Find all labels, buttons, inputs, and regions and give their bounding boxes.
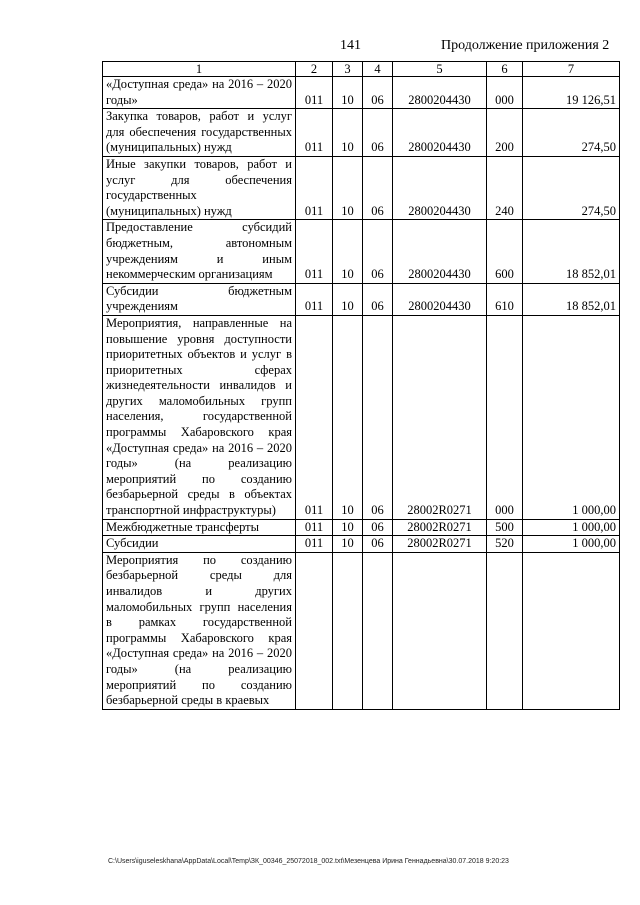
row-name: Иные закупки товаров, работ и услуг для обеспечения государственных (муниципальных) нужд [103,156,296,219]
cell-target-article: 2800204430 [393,156,487,219]
row-name: «Доступная среда» на 2016 – 2020 годы» [103,77,296,109]
cell-section: 10 [333,156,363,219]
table-row [103,109,620,157]
table-row [103,283,620,315]
column-header: 4 [363,62,393,77]
column-header: 7 [523,62,620,77]
table-row [103,315,620,519]
cell-amount: 1 000,00 [523,315,620,519]
cell-section: 10 [333,109,363,157]
cell-expense-type: 000 [487,77,523,109]
cell-code: 011 [296,77,333,109]
cell-subsection: 06 [363,519,393,536]
cell-amount: 18 852,01 [523,283,620,315]
cell-code: 011 [296,109,333,157]
cell-subsection: 06 [363,536,393,553]
table-row [103,552,620,709]
table-header-row [103,62,620,77]
cell-target-article: 28002R0271 [393,315,487,519]
cell-target-article: 2800204430 [393,283,487,315]
row-name: Межбюджетные трансферты [103,519,296,536]
cell-target-article: 2800204430 [393,109,487,157]
cell-code: 011 [296,283,333,315]
cell-subsection: 06 [363,315,393,519]
cell-amount: 1 000,00 [523,536,620,553]
cell-subsection: 06 [363,156,393,219]
column-header: 1 [103,62,296,77]
appendix-continuation-title: Продолжение приложения 2 [441,38,610,53]
column-header: 3 [333,62,363,77]
row-name: Предоставление субсидий бюджетным, автономным учреждениям и иным некоммерческим организациям [103,220,296,283]
cell-section: 10 [333,519,363,536]
cell-subsection [363,552,393,709]
cell-amount: 274,50 [523,156,620,219]
cell-section: 10 [333,283,363,315]
cell-amount: 18 852,01 [523,220,620,283]
row-name: Мероприятия по созданию безбарьерной среды для инвалидов и других маломобильных групп населения в рамках государственной программы Хабаровского края «Доступная среда» на 2016 – 2020 годы» (на реализацию мероприятий по созданию безбарьерной среды в краевых [103,552,296,709]
cell-subsection: 06 [363,283,393,315]
cell-expense-type [487,552,523,709]
cell-target-article [393,552,487,709]
cell-subsection: 06 [363,77,393,109]
cell-expense-type: 610 [487,283,523,315]
cell-expense-type: 200 [487,109,523,157]
row-name: Закупка товаров, работ и услуг для обеспечения государственных (муниципальных) нужд [103,109,296,157]
cell-section: 10 [333,315,363,519]
row-name: Субсидии [103,536,296,553]
cell-code: 011 [296,220,333,283]
cell-section: 10 [333,77,363,109]
cell-target-article: 28002R0271 [393,536,487,553]
cell-amount: 1 000,00 [523,519,620,536]
budget-table [102,61,620,710]
cell-code: 011 [296,315,333,519]
cell-code [296,552,333,709]
column-header: 5 [393,62,487,77]
cell-expense-type: 500 [487,519,523,536]
row-name: Субсидии бюджетным учреждениям [103,283,296,315]
cell-expense-type: 520 [487,536,523,553]
cell-amount: 274,50 [523,109,620,157]
column-header: 2 [296,62,333,77]
cell-code: 011 [296,536,333,553]
row-name: Мероприятия, направленные на повышение уровня доступности приоритетных объектов и услуг в приоритетных сферах жизнедеятельности инвалидов и других маломобильных групп населения, государственной программы Хабаровского края «Доступная среда» на 2016 – 2020 годы» (на реализацию мероприятий по созданию безбарьерной среды в объектах транспортной инфраструктуры) [103,315,296,519]
cell-target-article: 2800204430 [393,220,487,283]
cell-target-article: 28002R0271 [393,519,487,536]
cell-section: 10 [333,220,363,283]
cell-expense-type: 600 [487,220,523,283]
cell-subsection: 06 [363,109,393,157]
cell-amount: 19 126,51 [523,77,620,109]
page-number: 141 [340,38,361,53]
cell-expense-type: 000 [487,315,523,519]
column-header: 6 [487,62,523,77]
file-path-footer: C:\Users\iguseleskhana\AppData\Local\Temp\ЗК_00346_25072018_002.txt\Мезенцева Ирина Геннадьевна\30.07.2018 9:20:23 [108,858,509,865]
table-row [103,519,620,536]
table-row [103,220,620,283]
table-row [103,77,620,109]
cell-section: 10 [333,536,363,553]
table-row [103,536,620,553]
cell-code: 011 [296,156,333,219]
cell-amount [523,552,620,709]
cell-subsection: 06 [363,220,393,283]
table-row [103,156,620,219]
cell-target-article: 2800204430 [393,77,487,109]
cell-expense-type: 240 [487,156,523,219]
cell-section [333,552,363,709]
cell-code: 011 [296,519,333,536]
